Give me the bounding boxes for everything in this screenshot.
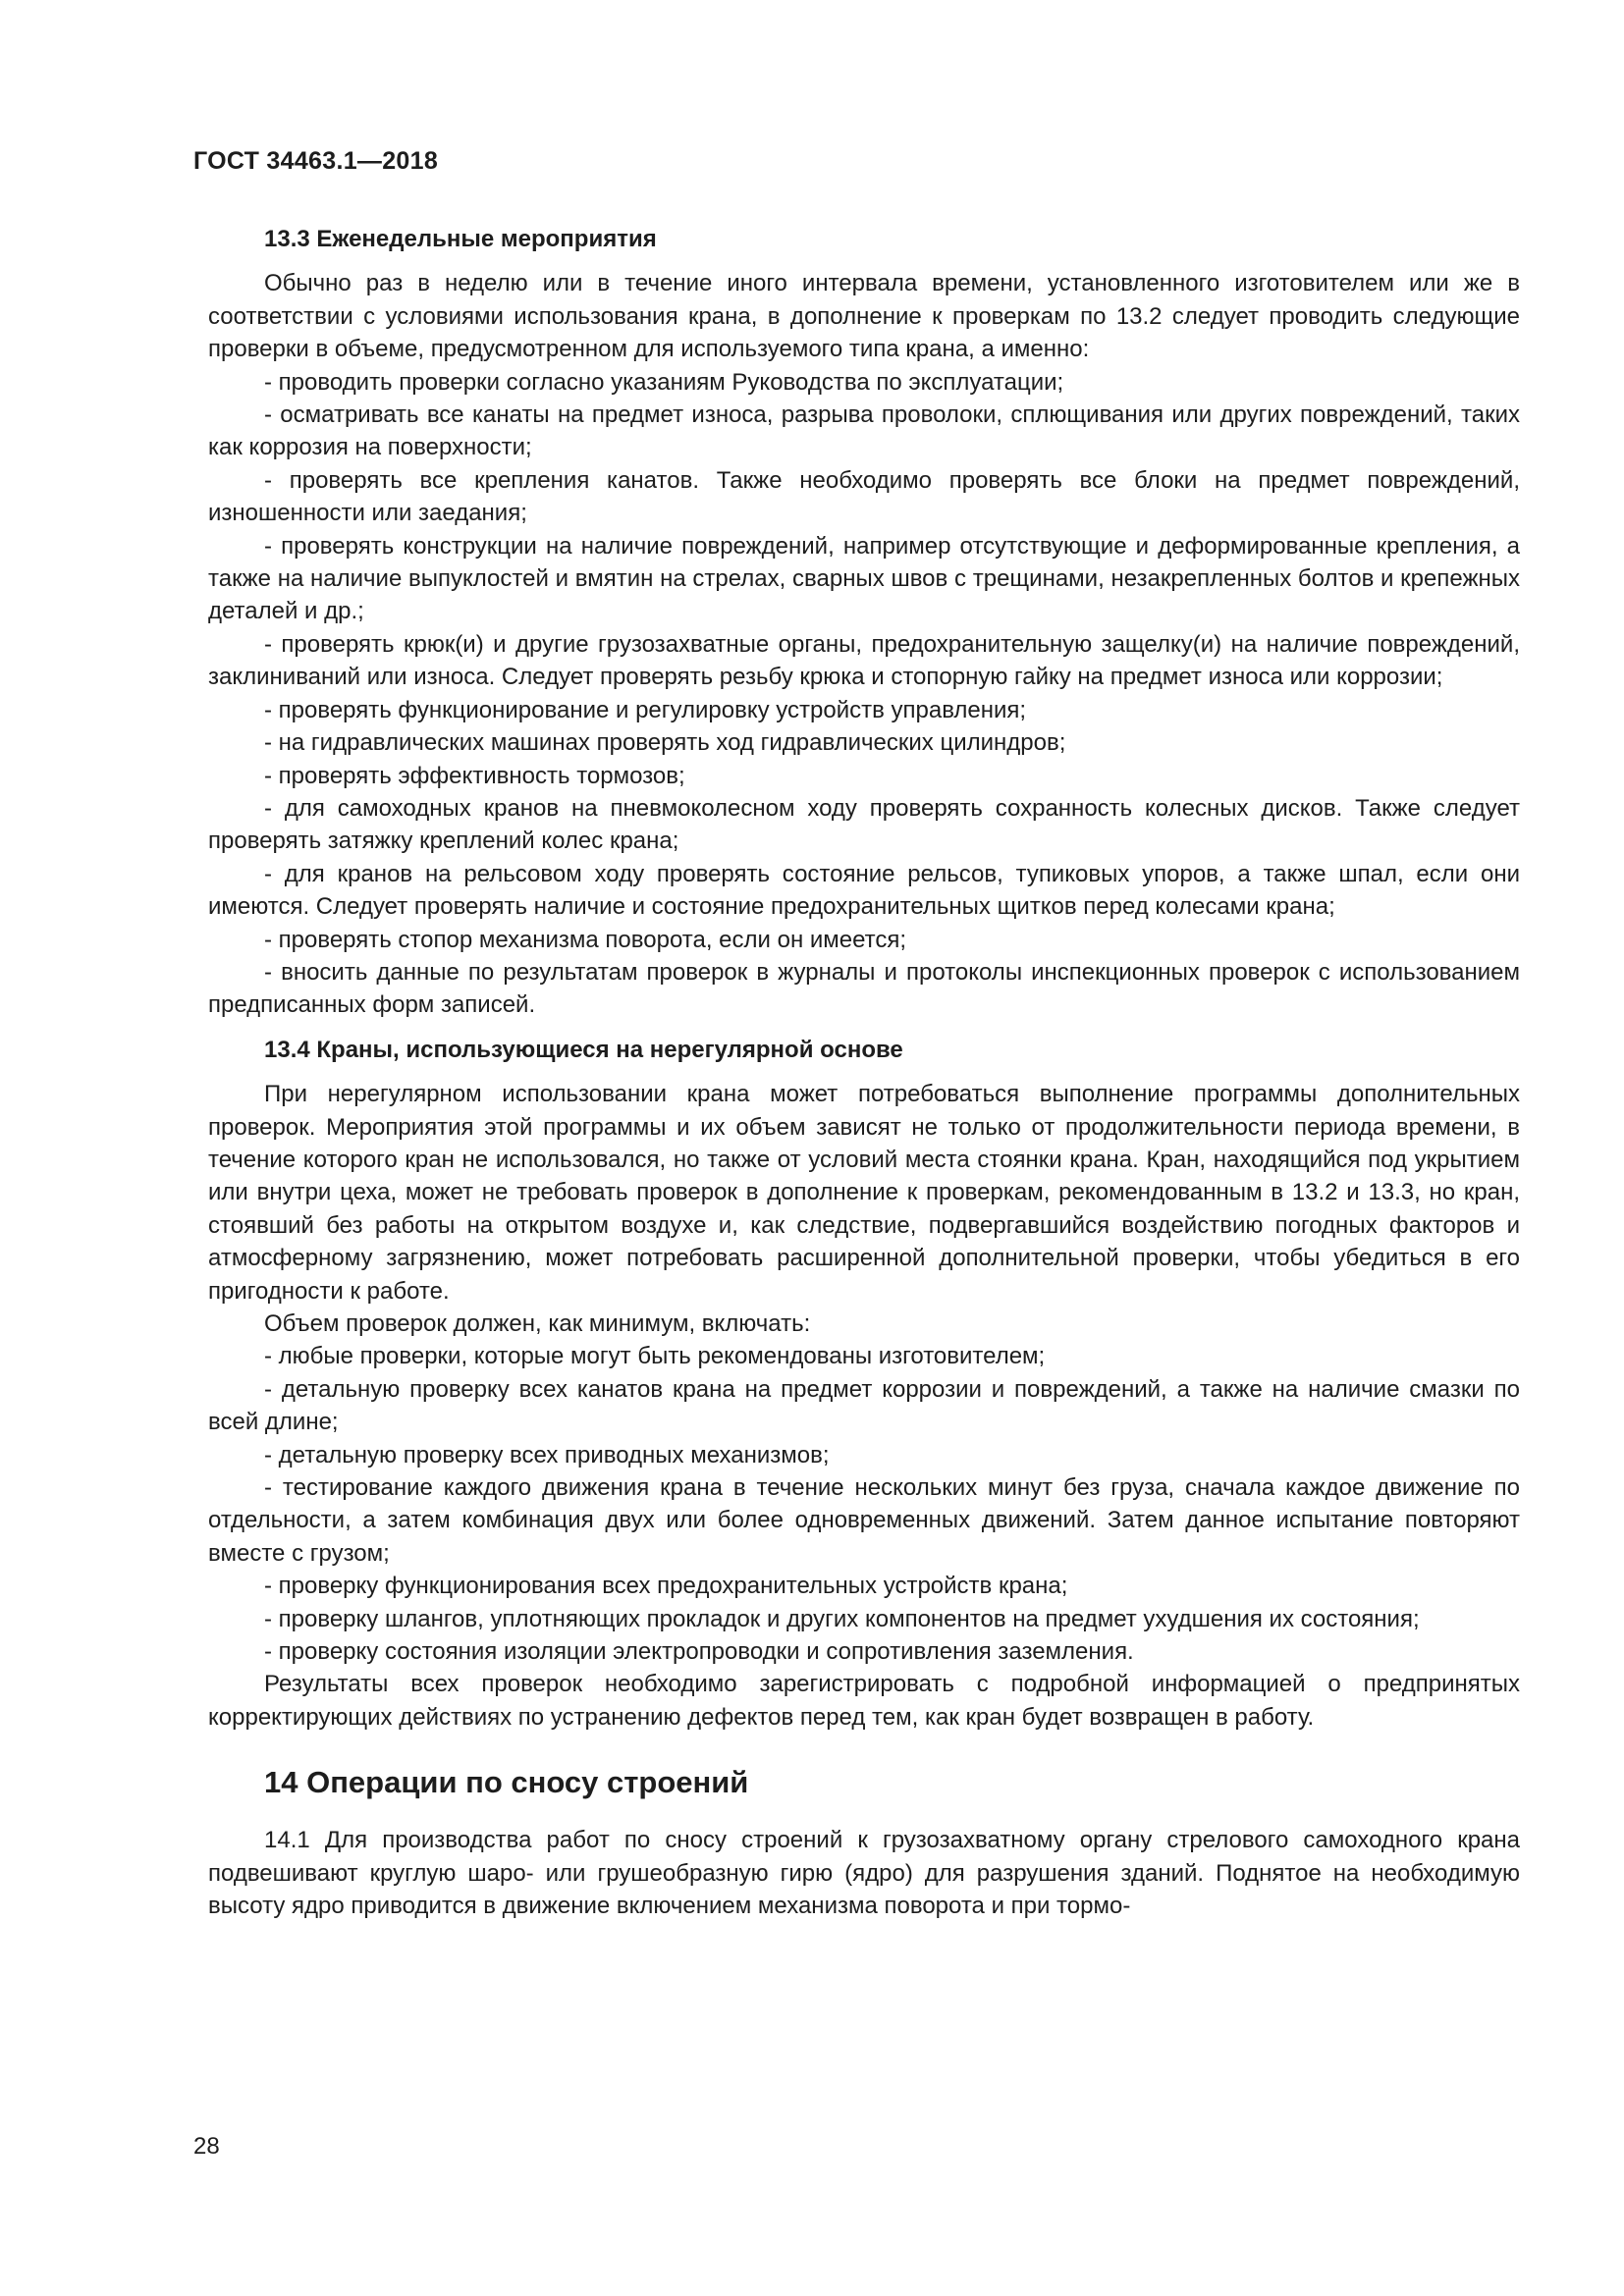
section-13-3-item: - для кранов на рельсовом ходу проверять состояние рельсов, тупиковых упоров, а также шпал, если они имеются. Следует проверять наличие и состояние предохранительных щитков перед колесами крана; [208,860,1520,921]
section-13-4-item: - любые проверки, которые могут быть рекомендованы изготовителем; [264,1343,1046,1370]
section-13-3-item: - проверять функционирование и регулировку устройств управления; [264,696,1027,723]
section-14-heading: 14 Операции по сносу строений [264,1765,749,1800]
section-13-4-item: - проверку функционирования всех предохранительных устройств крана; [264,1573,1068,1600]
section-14-paragraph-1: 14.1 Для производства работ по сносу строений к грузозахватному органу стрелового самоходного крана подвешивают круглую шаро- или грушеобразную гирю (ядро) для разрушения зданий. Поднятое на необходимую высоту ядро приводится в движение включением механизма поворота и при тормо- [208,1827,1520,1920]
section-13-3-item: - проверять крюк(и) и другие грузозахватные органы, предохранительную защелку(и) на наличие повреждений, заклиниваний или износа. Следует проверять резьбу крюка и стопорную гайку на предмет износа или коррозии; [208,630,1520,691]
section-13-4-item: - проверку состояния изоляции электропроводки и сопротивления заземления. [264,1638,1134,1666]
section-13-4-heading: 13.4 Краны, использующиеся на нерегулярной основе [264,1036,903,1063]
section-13-3-item: - для самоходных кранов на пневмоколесном ходу проверять сохранность колесных дисков. Также следует проверять затяжку креплений колес крана; [208,794,1520,855]
section-13-3-item: - проводить проверки согласно указаниям Руководства по эксплуатации; [264,368,1064,396]
section-13-3-item: - проверять эффективность тормозов; [264,762,685,789]
section-13-3-item: - вносить данные по результатам проверок в журналы и протоколы инспекционных проверок с использованием предписанных форм записей. [208,958,1520,1019]
section-13-3-item: - проверять стопор механизма поворота, если он имеется; [264,926,907,953]
section-13-4-scope: Объем проверок должен, как минимум, включать: [264,1310,811,1337]
section-13-3-item: - осматривать все канаты на предмет износа, разрыва проволоки, сплющивания или других повреждений, таких как коррозия на поверхности; [208,401,1520,461]
section-13-3-item: - проверять конструкции на наличие повреждений, например отсутствующие и деформированные крепления, а также на наличие выпуклостей и вмятин на стрелах, сварных швов с трещинами, незакрепленных болтов и крепежных деталей и др.; [208,532,1520,625]
section-13-3-item: - проверять все крепления канатов. Также необходимо проверять все блоки на предмет повреждений, изношенности или заедания; [208,466,1520,527]
section-13-4-intro: При нерегулярном использовании крана может потребоваться выполнение программы дополнительных проверок. Мероприятия этой программы и их объем зависят не только от продолжительности периода времени, в течение которого кран не использовался, но также от условий места стоянки крана. Кран, находящийся под укрытием или внутри цеха, может не требовать проверок в дополнение к проверкам, рекомендованным в 13.2 и 13.3, но кран, стоявший без работы на открытом воздухе и, как следствие, подвергавшийся воздействию погодных факторов и атмосферному загрязнению, может потребовать расширенной дополнительной проверки, чтобы убедиться в его пригодности к работе. [208,1081,1520,1305]
standard-designation: ГОСТ 34463.1—2018 [193,147,439,175]
section-13-4-item: - тестирование каждого движения крана в течение нескольких минут без груза, сначала каждое движение по отдельности, а затем комбинация двух или более одновременных движений. Затем данное испытание повторяют вместе с грузом; [208,1474,1520,1567]
section-13-3-intro: Обычно раз в неделю или в течение иного интервала времени, установленного изготовителем или же в соответствии с условиями использования крана, в дополнение к проверкам по 13.2 следует проводить следующие проверки в объеме, предусмотренном для используемого типа крана, а именно: [208,270,1520,363]
page-number: 28 [193,2133,220,2160]
section-13-3-heading: 13.3 Еженедельные мероприятия [264,226,657,252]
section-13-4-item: - детальную проверку всех приводных механизмов; [264,1441,830,1468]
section-13-4-item: - проверку шлангов, уплотняющих прокладок и других компонентов на предмет ухудшения их состояния; [264,1605,1420,1632]
page-content [208,223,1520,1923]
section-13-3-item: - на гидравлических машинах проверять ход гидравлических цилиндров; [264,729,1066,757]
section-13-4-item: - детальную проверку всех канатов крана на предмет коррозии и повреждений, а также на наличие смазки по всей длине; [208,1375,1520,1436]
section-13-4-closing: Результаты всех проверок необходимо зарегистрировать с подробной информацией о предпринятых корректирующих действиях по устранению дефектов перед тем, как кран будет возвращен в работу. [208,1671,1520,1731]
